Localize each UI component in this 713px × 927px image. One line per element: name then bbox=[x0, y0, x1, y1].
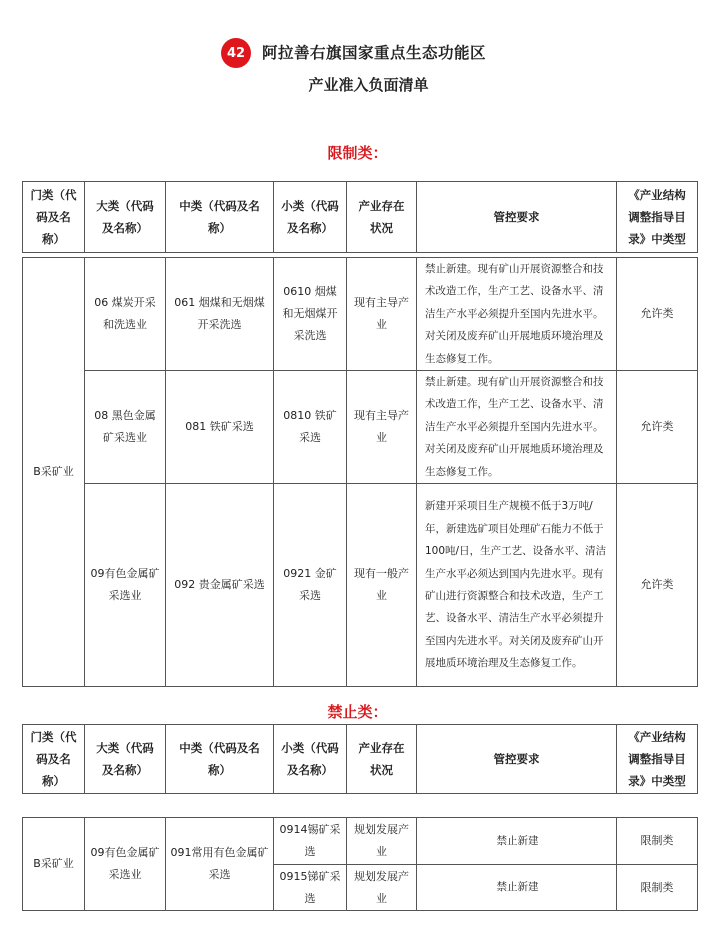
table-row bbox=[23, 484, 698, 687]
page-number-badge: 42 bbox=[221, 38, 251, 68]
medium-cell: 091常用有色金属矿采选 bbox=[166, 818, 274, 911]
minor-cell: 0921 金矿采选 bbox=[274, 484, 347, 687]
column-header: 《产业结构调整指导目录》中类型 bbox=[617, 725, 698, 794]
column-header: 门类（代码及名称） bbox=[23, 725, 85, 794]
column-header: 管控要求 bbox=[417, 182, 617, 253]
restricted-header-table bbox=[22, 181, 698, 253]
prohibited-section-title: 禁止类： bbox=[327, 703, 388, 721]
major-cell: 09有色金属矿采选业 bbox=[85, 818, 166, 911]
requirement-cell: 禁止新建 bbox=[417, 865, 617, 911]
table-row bbox=[23, 818, 698, 865]
column-header: 管控要求 bbox=[417, 725, 617, 794]
type-cell: 允许类 bbox=[617, 371, 698, 484]
column-header: 中类（代码及名称） bbox=[166, 182, 274, 253]
column-header: 产业存在状况 bbox=[347, 725, 417, 794]
prohibited-body-table bbox=[22, 817, 698, 911]
major-cell: 06 煤炭开采和洗选业 bbox=[85, 258, 166, 371]
requirement-cell: 新建开采项目生产规模不低于3万吨/年，新建选矿项目处理矿石能力不低于100吨/日，生产工艺、设备水平、清洁生产水平必须达到国内先进水平。现有矿山进行资源整合和技术改造，生产工艺、设备水平、清洁生产水平必须提升至国内先进水平。对关闭及废弃矿山开展地质环境治理及生态修复工作。 bbox=[417, 484, 617, 687]
medium-cell: 081 铁矿采选 bbox=[166, 371, 274, 484]
major-cell: 08 黑色金属矿采选业 bbox=[85, 371, 166, 484]
status-cell: 现有一般产业 bbox=[347, 484, 417, 687]
table-row bbox=[23, 258, 698, 371]
column-header: 门类（代码及名称） bbox=[23, 182, 85, 253]
medium-cell: 092 贵金属矿采选 bbox=[166, 484, 274, 687]
status-cell: 规划发展产业 bbox=[347, 818, 417, 865]
category-cell: B采矿业 bbox=[23, 258, 85, 687]
type-cell: 限制类 bbox=[617, 818, 698, 865]
column-header: 大类（代码及名称） bbox=[85, 725, 166, 794]
minor-cell: 0810 铁矿采选 bbox=[274, 371, 347, 484]
major-cell: 09有色金属矿采选业 bbox=[85, 484, 166, 687]
prohibited-header-table bbox=[22, 724, 698, 794]
requirement-cell: 禁止新建。现有矿山开展资源整合和技术改造工作，生产工艺、设备水平、清洁生产水平必须提升至国内先进水平。对关闭及废弃矿山开展地质环境治理及生态修复工作。 bbox=[417, 258, 617, 371]
type-cell: 允许类 bbox=[617, 484, 698, 687]
document-title: 阿拉善右旗国家重点生态功能区 bbox=[262, 44, 487, 62]
restricted-section-title: 限制类： bbox=[327, 144, 388, 162]
type-cell: 允许类 bbox=[617, 258, 698, 371]
restricted-body-table bbox=[22, 257, 698, 687]
status-cell: 现有主导产业 bbox=[347, 371, 417, 484]
minor-cell: 0610 烟煤和无烟煤开采洗选 bbox=[274, 258, 347, 371]
requirement-cell: 禁止新建。现有矿山开展资源整合和技术改造工作，生产工艺、设备水平、清洁生产水平必须提升至国内先进水平。对关闭及废弃矿山开展地质环境治理及生态修复工作。 bbox=[417, 371, 617, 484]
minor-cell: 0914锡矿采选 bbox=[274, 818, 347, 865]
minor-cell: 0915锑矿采选 bbox=[274, 865, 347, 911]
column-header: 大类（代码及名称） bbox=[85, 182, 166, 253]
column-header: 小类（代码及名称） bbox=[274, 725, 347, 794]
table-row bbox=[23, 371, 698, 484]
document-subtitle: 产业准入负面清单 bbox=[308, 76, 429, 94]
status-cell: 规划发展产业 bbox=[347, 865, 417, 911]
type-cell: 限制类 bbox=[617, 865, 698, 911]
category-cell: B采矿业 bbox=[23, 818, 85, 911]
medium-cell: 061 烟煤和无烟煤开采洗选 bbox=[166, 258, 274, 371]
column-header: 中类（代码及名称） bbox=[166, 725, 274, 794]
column-header: 《产业结构调整指导目录》中类型 bbox=[617, 182, 698, 253]
column-header: 产业存在状况 bbox=[347, 182, 417, 253]
requirement-cell: 禁止新建 bbox=[417, 818, 617, 865]
column-header: 小类（代码及名称） bbox=[274, 182, 347, 253]
status-cell: 现有主导产业 bbox=[347, 258, 417, 371]
